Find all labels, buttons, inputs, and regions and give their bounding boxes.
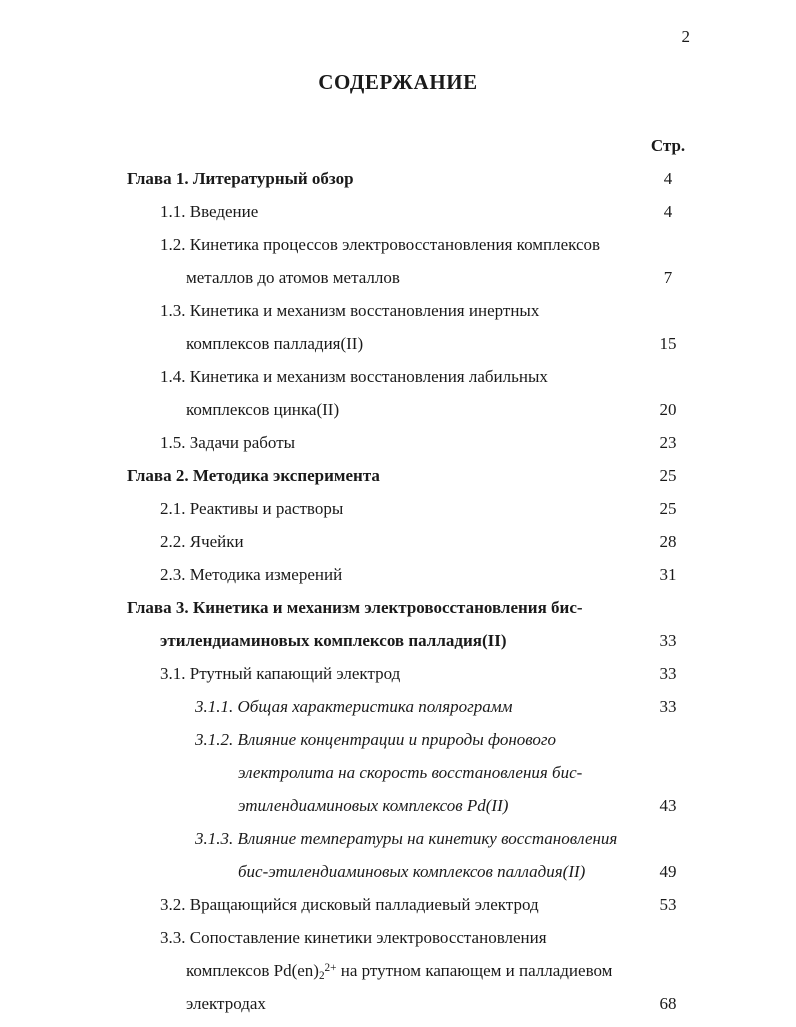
toc-entry-line: [0, 294, 796, 327]
toc-entry-line: [0, 855, 796, 888]
toc-entry-page-number: 20: [659, 400, 677, 419]
toc-entry-line: [0, 591, 796, 624]
toc-entry-page-number: 33: [659, 631, 677, 650]
toc-entry-line: [0, 657, 796, 690]
toc-entry-line: [0, 723, 796, 756]
toc-entry[interactable]: [0, 690, 796, 723]
toc-entry-label: 1.3. Кинетика и механизм восстановления инертных: [160, 301, 540, 320]
toc-entry[interactable]: [0, 525, 796, 558]
toc-entry-continuation: комплексов цинка(II): [186, 400, 340, 419]
page-folio-number: 2: [681, 27, 690, 46]
toc-entry-continuation: комплексов палладия(II): [186, 334, 364, 353]
toc-entry-continuation: электродах: [186, 994, 266, 1013]
toc-entry-line: [0, 987, 796, 1020]
toc-entry[interactable]: [0, 492, 796, 525]
toc-entry-label: Глава 3. Кинетика и механизм электровосстановления бис-: [127, 598, 583, 617]
toc-entry[interactable]: [0, 591, 796, 657]
toc-entry-line: [0, 492, 796, 525]
toc-entry-page-number: 7: [663, 268, 673, 287]
toc-entry-line: [0, 888, 796, 921]
toc-entry-label: 3.1.3. Влияние температуры на кинетику восстановления: [195, 829, 618, 848]
toc-entry-label: 2.2. Ячейки: [160, 532, 244, 551]
toc-entry[interactable]: [0, 459, 796, 492]
toc-entry-line: [0, 921, 796, 954]
toc-entry[interactable]: [0, 888, 796, 921]
toc-entry[interactable]: [0, 294, 796, 360]
toc-entry-page-number: 23: [659, 433, 677, 452]
toc-entry-label: Глава 2. Методика эксперимента: [127, 466, 380, 485]
toc-entry-line: [0, 459, 796, 492]
toc-entry-label: 1.4. Кинетика и механизм восстановления лабильных: [160, 367, 548, 386]
toc-entry[interactable]: [0, 822, 796, 888]
toc-entry-line: [0, 261, 796, 294]
toc-entry-page-number: 4: [663, 169, 673, 188]
toc-entry-page-number: 25: [659, 466, 677, 485]
toc-entry-line: [0, 393, 796, 426]
toc-entry[interactable]: [0, 426, 796, 459]
toc-entry[interactable]: [0, 228, 796, 294]
toc-entry-line: [0, 789, 796, 822]
toc-entry-page-number: 43: [659, 796, 677, 815]
toc-entry-line: [0, 756, 796, 789]
toc-entry-line: [0, 690, 796, 723]
page-title: СОДЕРЖАНИЕ: [318, 70, 478, 94]
toc-entry-label: 3.3. Сопоставление кинетики электровосстановления: [160, 928, 547, 947]
toc-entry-page-number: 4: [663, 202, 673, 221]
toc-entry[interactable]: [0, 723, 796, 822]
toc-entry-label: 2.3. Методика измерений: [160, 565, 343, 584]
toc-entry-page-number: 15: [659, 334, 677, 353]
toc-entry[interactable]: [0, 657, 796, 690]
toc-entry[interactable]: [0, 921, 796, 1020]
toc-entry-continuation: металлов до атомов металлов: [186, 268, 400, 287]
toc-entry-line: [0, 822, 796, 855]
toc-entry[interactable]: [0, 195, 796, 228]
toc-entry-line: [0, 525, 796, 558]
toc-entry[interactable]: [0, 360, 796, 426]
page-column-header: Стр.: [650, 136, 686, 155]
toc-entry-page-number: 31: [659, 565, 677, 584]
toc-entry[interactable]: [0, 162, 796, 195]
toc-entry-continuation: бис-этилендиаминовых комплексов палладия(II): [238, 862, 586, 881]
toc-entry-page-number: 53: [659, 895, 677, 914]
toc-entry-line: [0, 624, 796, 657]
toc-entry-label: 1.1. Введение: [160, 202, 259, 221]
toc-entry-line: [0, 558, 796, 591]
toc-entry-line: [0, 426, 796, 459]
toc-entry-line: [0, 954, 796, 987]
toc-entry-page-number: 25: [659, 499, 677, 518]
toc-entry-page-number: 68: [659, 994, 677, 1013]
toc-column-header-row: [0, 136, 796, 162]
toc-entry-label: Глава 1. Литературный обзор: [127, 169, 354, 188]
toc-entry-page-number: 28: [659, 532, 677, 551]
toc-entry-line: [0, 162, 796, 195]
toc-entry-page-number: 49: [659, 862, 677, 881]
toc-entry-label: 3.1. Ртутный капающий электрод: [160, 664, 401, 683]
toc-entry-continuation: этилендиаминовых комплексов палладия(II): [160, 631, 507, 650]
toc-entry-label: 2.1. Реактивы и растворы: [160, 499, 344, 518]
toc-entry-page-number: 33: [659, 697, 677, 716]
toc-entry-line: [0, 195, 796, 228]
toc-entry-line: [0, 228, 796, 261]
toc-entry[interactable]: [0, 558, 796, 591]
toc-entry-page-number: 33: [659, 664, 677, 683]
toc-entry-list: [0, 162, 796, 1020]
toc-entry-line: [0, 327, 796, 360]
table-of-contents: [0, 136, 796, 1020]
toc-entry-label: 1.5. Задачи работы: [160, 433, 296, 452]
toc-entry-label: 1.2. Кинетика процессов электровосстановления комплексов: [160, 235, 601, 254]
toc-entry-label: 3.1.2. Влияние концентрации и природы фонового: [195, 730, 557, 749]
toc-entry-line: [0, 360, 796, 393]
toc-entry-label: 3.2. Вращающийся дисковый палладиевый электрод: [160, 895, 539, 914]
toc-entry-continuation: комплексов $Pd(en)_2^{2+}$ на ртутном капающем и палладиевом: [186, 961, 613, 982]
toc-entry-label: 3.1.1. Общая характеристика полярограмм: [195, 697, 513, 716]
toc-entry-continuation: этилендиаминовых комплексов Pd(II): [238, 796, 509, 815]
toc-entry-continuation: электролита на скорость восстановления бис-: [238, 763, 583, 782]
